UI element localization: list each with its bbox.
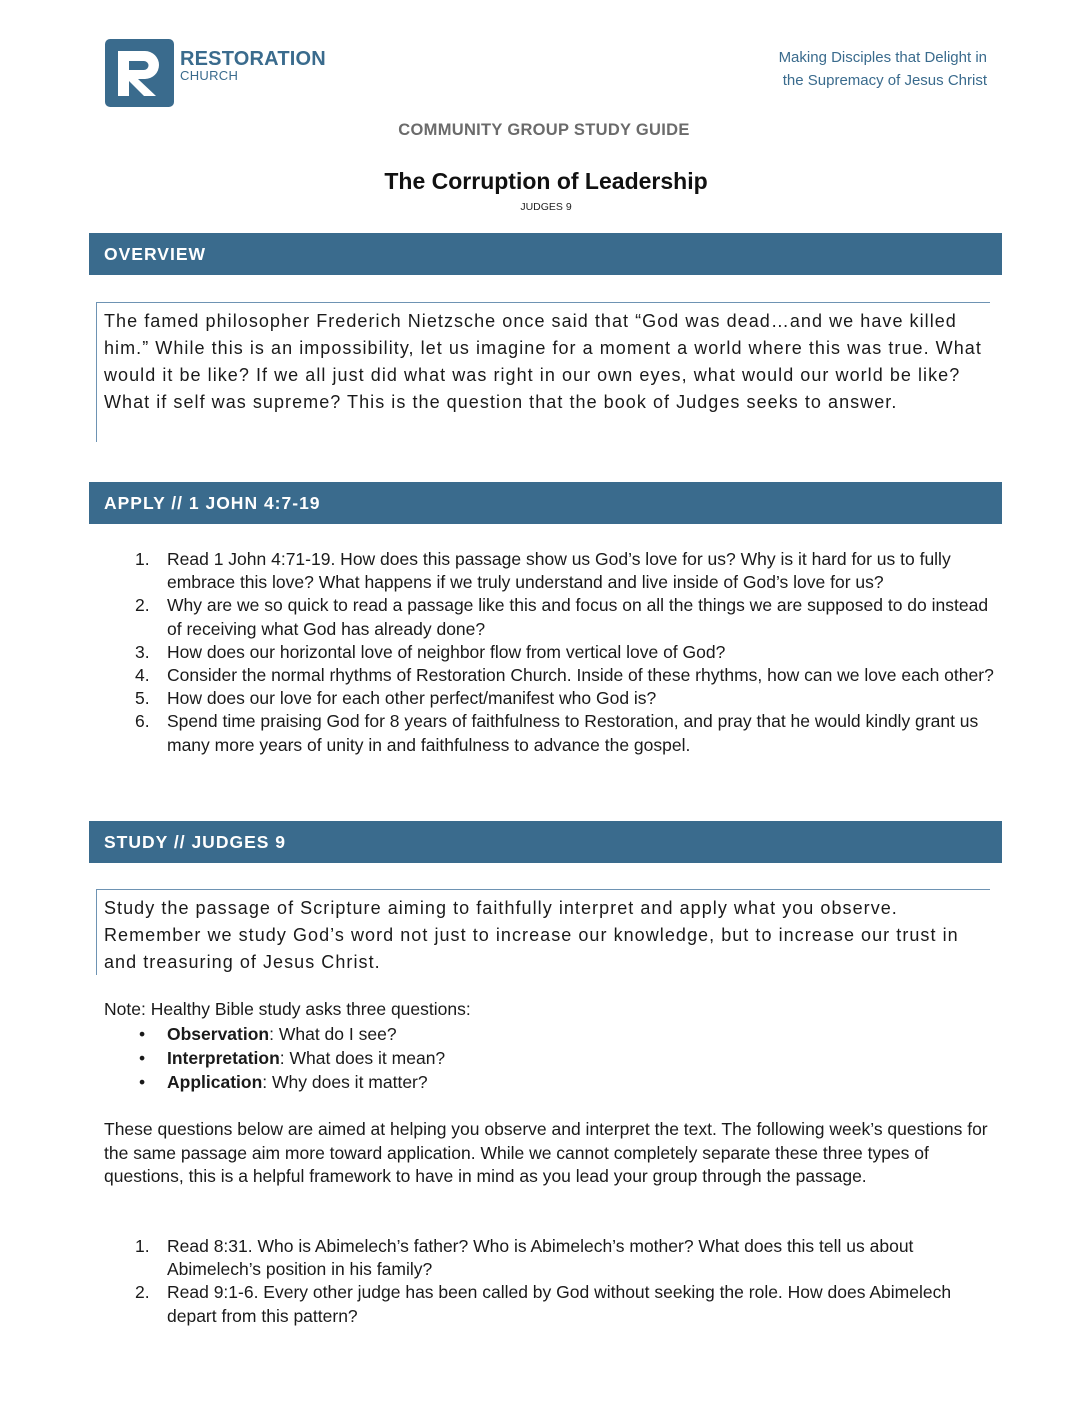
list-item bbox=[135, 641, 995, 664]
study-paragraph: These questions below are aimed at helping you observe and interpret the text. The following week’s questions for the same passage aim more toward application. While we cannot completely separate these three types of questions, this is a helpful framework to have in mind as you lead your group through the passage. bbox=[104, 1119, 988, 1186]
item-number: 5. bbox=[135, 688, 150, 709]
list-item bbox=[135, 1046, 445, 1070]
study-intro-box bbox=[96, 889, 990, 975]
item-number: 1. bbox=[135, 1236, 150, 1256]
item-text: Read 8:31. Who is Abimelech’s father? Who is Abimelech’s mother? What does this tell us about Abimelech’s position in his family? bbox=[167, 1236, 914, 1280]
bullet-term: Application bbox=[167, 1072, 263, 1092]
study-intro-text: Study the passage of Scripture aiming to faithfully interpret and apply what you observe. Remember we study God’s word not just to increase our knowledge, but to increase our trust in and treasuring of Jesus Christ. bbox=[104, 898, 959, 972]
list-item bbox=[135, 1070, 445, 1094]
bullet-text: : Why does it matter? bbox=[262, 1072, 428, 1092]
bullet-text: : What does it mean? bbox=[279, 1048, 446, 1068]
logo-subtitle: CHURCH bbox=[180, 68, 239, 83]
study-question-types bbox=[135, 1022, 445, 1094]
scripture-reference: JUDGES 9 bbox=[520, 201, 572, 213]
study-header bbox=[89, 821, 1002, 863]
item-number: 3. bbox=[135, 641, 150, 662]
tagline-line-2: the Supremacy of Jesus Christ bbox=[782, 72, 987, 89]
study-heading: STUDY // JUDGES 9 bbox=[104, 832, 287, 852]
item-text: How does our love for each other perfect/manifest who God is? bbox=[167, 688, 657, 709]
bullet-term: Interpretation bbox=[167, 1048, 280, 1068]
apply-header bbox=[89, 482, 1002, 524]
study-question-list bbox=[135, 1235, 995, 1328]
item-text: Consider the normal rhythms of Restoration Church. Inside of these rhythms, how can we love each other? bbox=[167, 665, 994, 686]
bullet-icon: • bbox=[139, 1072, 146, 1092]
tagline-line-1: Making Disciples that Delight in bbox=[778, 49, 987, 66]
list-item bbox=[135, 687, 995, 710]
list-item bbox=[135, 710, 995, 756]
list-item bbox=[135, 664, 995, 687]
guide-label: COMMUNITY GROUP STUDY GUIDE bbox=[398, 121, 690, 139]
bullet-icon: • bbox=[139, 1048, 146, 1068]
study-note: Note: Healthy Bible study asks three questions: bbox=[104, 999, 471, 1019]
bullet-text: : What do I see? bbox=[269, 1024, 397, 1044]
overview-box bbox=[96, 302, 990, 442]
overview-text: The famed philosopher Frederich Nietzsche once said that “God was dead…and we have killed him.” While this is an impossibility, let us imagine for a moment a world where this was true. What would it be like? If we all just did what was right in our own eyes, what would our world be like? What if self was supreme? This is the question that the book of Judges seeks to answer. bbox=[104, 311, 982, 412]
list-item bbox=[135, 1022, 445, 1046]
list-item bbox=[135, 594, 995, 640]
item-text: Spend time praising God for 8 years of faithfulness to Restoration, and pray that he would kindly grant us many more years of unity in and faithfulness to advance the gospel. bbox=[167, 711, 979, 755]
item-number: 4. bbox=[135, 665, 150, 686]
overview-heading: OVERVIEW bbox=[104, 244, 207, 264]
item-number: 1. bbox=[135, 549, 150, 569]
item-text: How does our horizontal love of neighbor flow from vertical love of God? bbox=[167, 641, 726, 662]
logo-title: RESTORATION bbox=[180, 48, 326, 70]
list-item bbox=[135, 1235, 995, 1281]
tagline bbox=[647, 46, 987, 92]
item-text: Read 9:1-6. Every other judge has been called by God without seeking the role. How does Abimelech depart from this pattern? bbox=[167, 1282, 952, 1326]
page-title: The Corruption of Leadership bbox=[384, 168, 708, 194]
apply-question-list bbox=[135, 548, 995, 757]
overview-header bbox=[89, 233, 1002, 275]
item-number: 2. bbox=[135, 595, 150, 616]
list-item bbox=[135, 1281, 995, 1327]
item-text: Read 1 John 4:71-19. How does this passage show us God’s love for us? Why is it hard for us to fully embrace this love? What happens if we truly understand and live inside of God’s love for us? bbox=[167, 549, 951, 593]
item-number: 6. bbox=[135, 711, 150, 732]
bullet-icon: • bbox=[139, 1024, 146, 1044]
list-item bbox=[135, 548, 995, 594]
item-number: 2. bbox=[135, 1282, 150, 1303]
church-logo-icon bbox=[105, 39, 174, 107]
apply-heading: APPLY // 1 JOHN 4:7-19 bbox=[104, 493, 321, 513]
bullet-term: Observation bbox=[167, 1024, 270, 1044]
item-text: Why are we so quick to read a passage like this and focus on all the things we are supposed to do instead of receiving what God has already done? bbox=[167, 595, 989, 639]
